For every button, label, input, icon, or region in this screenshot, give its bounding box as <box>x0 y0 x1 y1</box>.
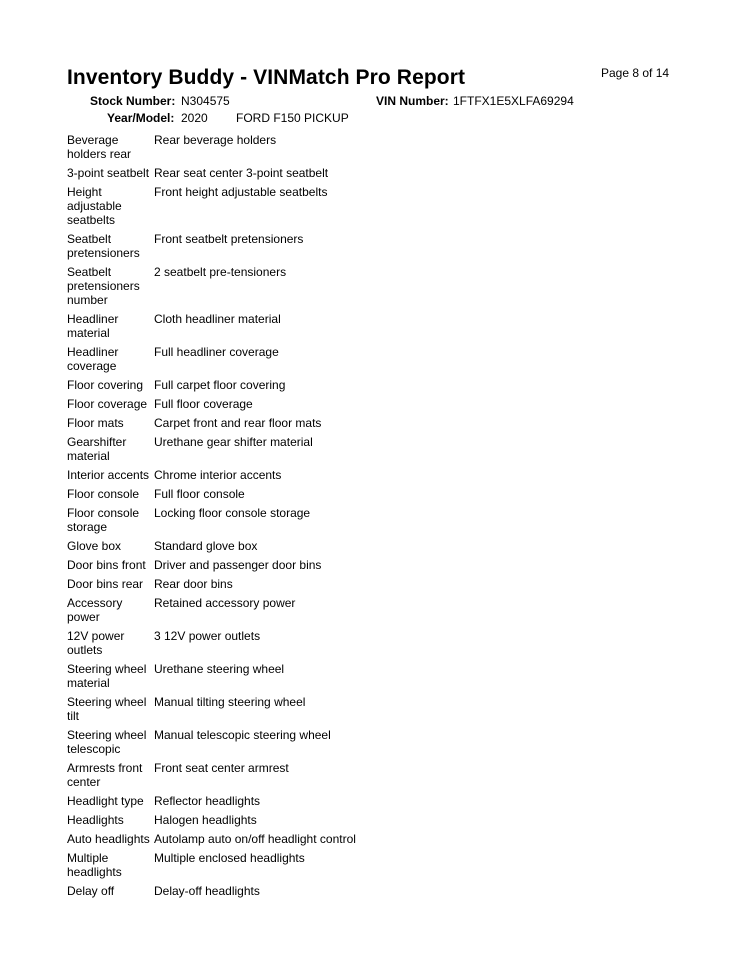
spec-value: Manual telescopic steering wheel <box>154 728 331 742</box>
spec-value: Cloth headliner material <box>154 312 281 326</box>
spec-row <box>67 539 427 558</box>
spec-row <box>67 435 427 468</box>
spec-row <box>67 232 427 265</box>
spec-table-body <box>67 133 427 903</box>
spec-row <box>67 761 427 794</box>
spec-row <box>67 265 427 312</box>
vin-number-value: 1FTFX1E5XLFA69294 <box>453 94 574 108</box>
spec-value: 3 12V power outlets <box>154 629 261 643</box>
spec-row <box>67 487 427 506</box>
spec-value: Front height adjustable seatbelts <box>154 185 328 199</box>
spec-row <box>67 133 427 166</box>
stock-number-value: N304575 <box>181 94 230 108</box>
spec-label: Steering wheel tilt <box>67 695 147 723</box>
spec-row <box>67 185 427 232</box>
spec-value: Locking floor console storage <box>154 506 311 520</box>
spec-label: Floor covering <box>67 378 144 392</box>
year-value: 2020 <box>181 111 208 125</box>
spec-row <box>67 813 427 832</box>
spec-label: Glove box <box>67 539 122 553</box>
spec-row <box>67 577 427 596</box>
spec-value: Reflector headlights <box>154 794 261 808</box>
spec-row <box>67 345 427 378</box>
spec-label: Seatbelt pretensioners number <box>67 265 140 307</box>
spec-value: Carpet front and rear floor mats <box>154 416 322 430</box>
spec-value: Urethane gear shifter material <box>154 435 313 449</box>
spec-label: Auto headlights <box>67 832 150 846</box>
stock-number-label: Stock Number: <box>90 94 176 108</box>
spec-label: Headlights <box>67 813 124 827</box>
spec-value: Autolamp auto on/off headlight control <box>154 832 356 846</box>
spec-row <box>67 378 427 397</box>
spec-label: Height adjustable seatbelts <box>67 185 122 227</box>
spec-value: Halogen headlights <box>154 813 257 827</box>
spec-value: Rear door bins <box>154 577 233 591</box>
year-model-label: Year/Model: <box>107 111 175 125</box>
page-indicator: Page 8 of 14 <box>601 66 670 80</box>
spec-label: Beverage holders rear <box>67 133 132 161</box>
spec-value: 2 seatbelt pre-tensioners <box>154 265 287 279</box>
spec-row <box>67 629 427 662</box>
spec-table <box>67 133 427 903</box>
spec-label: Door bins rear <box>67 577 144 591</box>
spec-label: 12V power outlets <box>67 629 125 657</box>
spec-row <box>67 397 427 416</box>
spec-label: Floor console storage <box>67 506 140 534</box>
spec-label: Armrests front center <box>67 761 143 789</box>
model-value: FORD F150 PICKUP <box>236 111 349 125</box>
spec-row <box>67 728 427 761</box>
spec-value: Delay-off headlights <box>154 884 260 898</box>
spec-value: Chrome interior accents <box>154 468 282 482</box>
spec-label: Seatbelt pretensioners <box>67 232 140 260</box>
spec-value: Full floor coverage <box>154 397 253 411</box>
report-title: Inventory Buddy - VINMatch Pro Report <box>67 66 466 89</box>
spec-row <box>67 695 427 728</box>
spec-label: Floor coverage <box>67 397 148 411</box>
spec-value: Full carpet floor covering <box>154 378 286 392</box>
spec-value: Full floor console <box>154 487 245 501</box>
spec-row <box>67 662 427 695</box>
spec-row <box>67 312 427 345</box>
spec-label: Delay off <box>67 884 115 898</box>
spec-value: Full headliner coverage <box>154 345 279 359</box>
spec-value: Rear seat center 3-point seatbelt <box>154 166 329 180</box>
spec-row <box>67 416 427 435</box>
spec-label: Door bins front <box>67 558 146 572</box>
spec-label: Floor console <box>67 487 140 501</box>
vin-number-label: VIN Number: <box>376 94 449 108</box>
spec-label: 3-point seatbelt <box>67 166 150 180</box>
spec-value: Driver and passenger door bins <box>154 558 322 572</box>
spec-value: Urethane steering wheel <box>154 662 285 676</box>
spec-label: Steering wheel material <box>67 662 147 690</box>
spec-label: Headlight type <box>67 794 144 808</box>
spec-row <box>67 794 427 813</box>
spec-value: Rear beverage holders <box>154 133 277 147</box>
spec-label: Headliner coverage <box>67 345 119 373</box>
spec-row <box>67 884 427 903</box>
spec-value: Front seatbelt pretensioners <box>154 232 304 246</box>
spec-value: Standard glove box <box>154 539 258 553</box>
spec-value: Multiple enclosed headlights <box>154 851 305 865</box>
spec-value: Retained accessory power <box>154 596 296 610</box>
spec-row <box>67 832 427 851</box>
spec-label: Multiple headlights <box>67 851 122 879</box>
spec-label: Interior accents <box>67 468 150 482</box>
spec-value: Front seat center armrest <box>154 761 289 775</box>
spec-row <box>67 506 427 539</box>
spec-label: Accessory power <box>67 596 123 624</box>
spec-label: Floor mats <box>67 416 124 430</box>
spec-row <box>67 468 427 487</box>
spec-row <box>67 558 427 577</box>
spec-label: Headliner material <box>67 312 119 340</box>
spec-label: Gearshifter material <box>67 435 127 463</box>
spec-value: Manual tilting steering wheel <box>154 695 306 709</box>
spec-row <box>67 596 427 629</box>
spec-row <box>67 851 427 884</box>
spec-row <box>67 166 427 185</box>
spec-label: Steering wheel telescopic <box>67 728 147 756</box>
